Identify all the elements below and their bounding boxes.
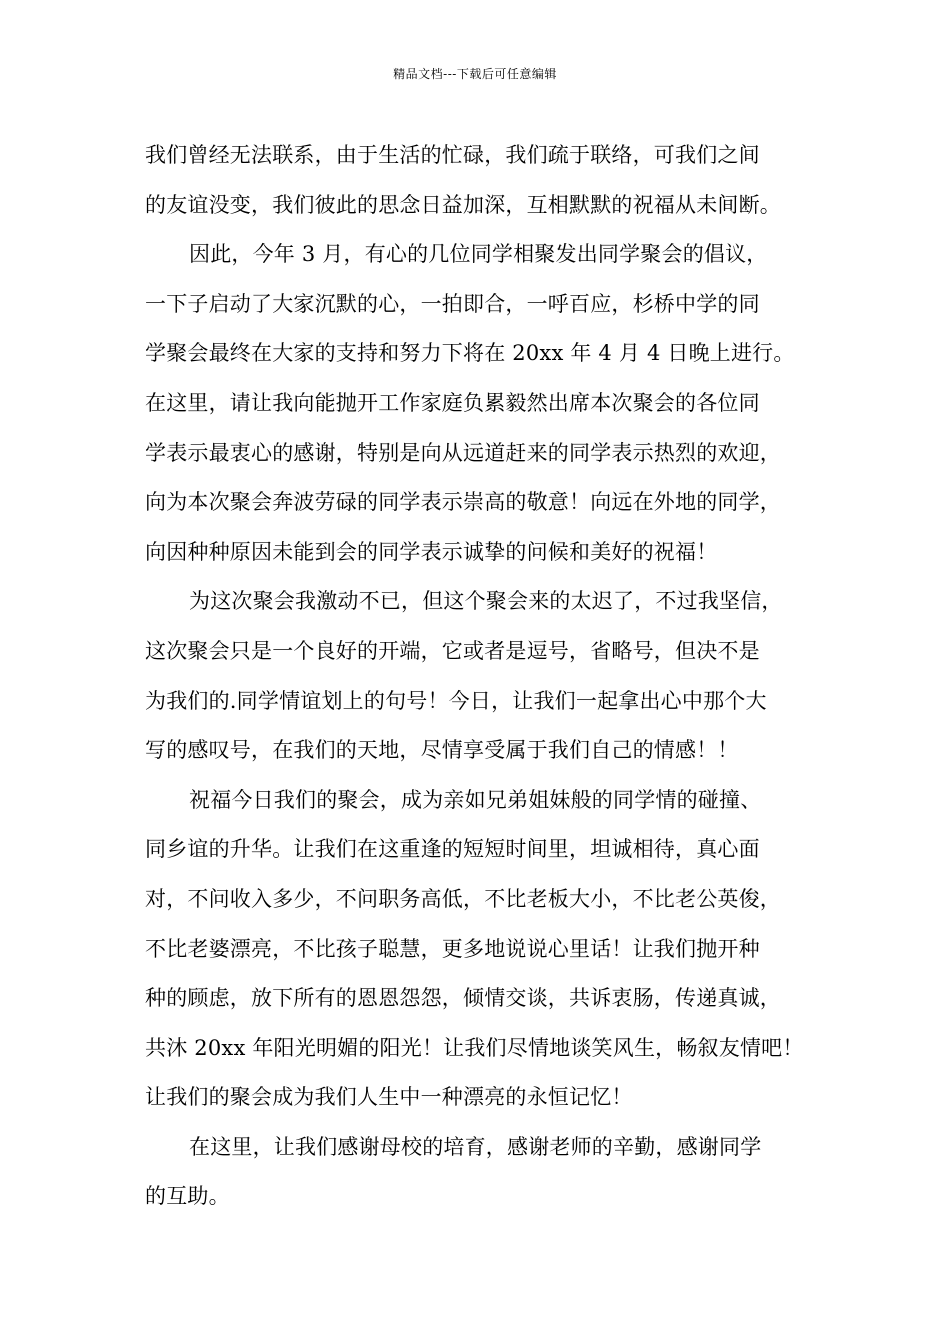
text-line: 这次聚会只是一个良好的开端，它或者是逗号，省略号，但决不是 (145, 638, 760, 663)
text-line: 我们曾经无法联系，由于生活的忙碌，我们疏于联络，可我们之间 (145, 143, 760, 167)
page-header: 精品文档---下载后可任意编辑 (393, 67, 557, 81)
text-line: 祝福今日我们的聚会，成为亲如兄弟姐妹般的同学情的碰撞、 (189, 787, 762, 812)
text-line: 为这次聚会我激动不已，但这个聚会来的太迟了，不过我坚信， (189, 589, 783, 614)
text-line: 对，不问收入多少，不问职务高低，不比老板大小，不比老公英俊， (145, 886, 781, 911)
text-line: 一下子启动了大家沉默的心，一拍即合，一呼百应，杉桥中学的同 (145, 291, 760, 316)
text-line: 在这里，让我们感谢母校的培育，感谢老师的辛勤，感谢同学 (189, 1134, 762, 1159)
text-line: 的互助。 (145, 1184, 230, 1209)
text-line: 共沐 20xx 年阳光明媚的阳光！让我们尽情地谈笑风生，畅叙友情吧！ (145, 1035, 804, 1060)
text-line: 学聚会最终在大家的支持和努力下将在 20xx 年 4 月 4 日晚上进行。 (145, 341, 795, 366)
text-line: 的友谊没变，我们彼此的思念日益加深，互相默默的祝福从未间断。 (145, 192, 781, 217)
text-line: 因此，今年 3 月，有心的几位同学相聚发出同学聚会的倡议， (189, 242, 768, 267)
text-line: 学表示最衷心的感谢，特别是向从远道赶来的同学表示热烈的欢迎， (145, 440, 781, 465)
text-line: 向因种种原因未能到会的同学表示诚挚的问候和美好的祝福！ (145, 539, 718, 564)
text-line: 同乡谊的升华。让我们在这重逢的短短时间里，坦诚相待，真心面 (145, 837, 760, 862)
text-line: 让我们的聚会成为我们人生中一种漂亮的永恒记忆！ (145, 1085, 633, 1110)
text-line: 在这里，请让我向能抛开工作家庭负累毅然出席本次聚会的各位同 (145, 390, 760, 415)
document-body (145, 131, 825, 1222)
text-line: 向为本次聚会奔波劳碌的同学表示崇高的敬意！向远在外地的同学， (145, 490, 781, 515)
text-line: 为我们的.同学情谊划上的句号！今日，让我们一起拿出心中那个大 (145, 688, 767, 713)
text-line: 不比老婆漂亮，不比孩子聪慧，更多地说说心里话！让我们抛开种 (145, 936, 760, 961)
text-line: 种的顾虑，放下所有的恩恩怨怨，倾情交谈，共诉衷肠，传递真诚， (145, 986, 781, 1011)
text-line: 写的感叹号，在我们的天地，尽情享受属于我们自己的情感！！ (145, 738, 739, 763)
